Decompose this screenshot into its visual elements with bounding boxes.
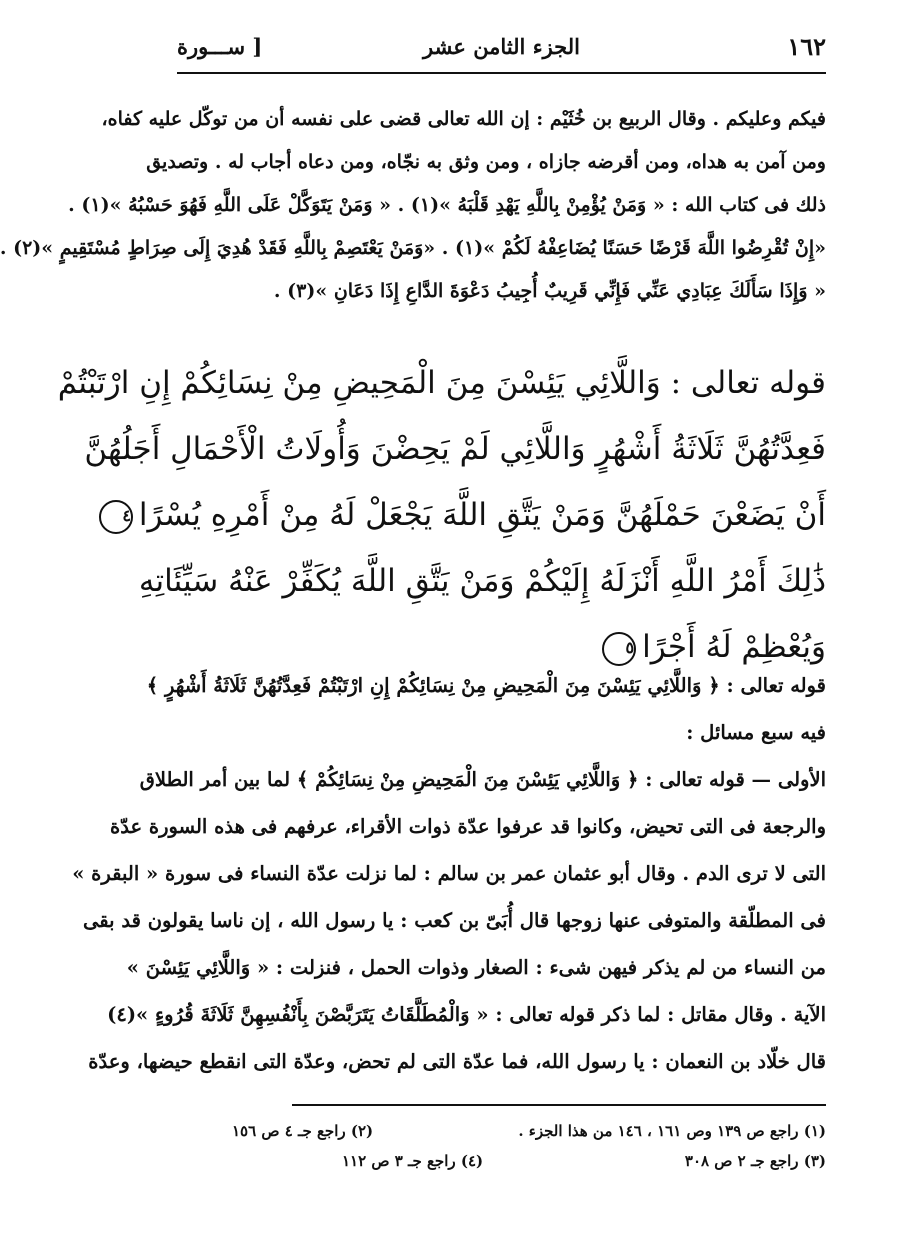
- surah-label: [ ســـورة: [177, 34, 263, 59]
- quran-line-text: أَنْ يَضَعْنَ حَمْلَهُنَّ وَمَنْ يَتَّقِ اللَّهَ يَجْعَلْ لَهُ مِنْ أَمْرِهِ يُسْرًا: [138, 497, 826, 533]
- footnote-rule: [292, 1104, 826, 1106]
- commentary-line: الأولى — قوله تعالى : ﴿ وَاللَّائِي يَئِسْنَ مِنَ الْمَحِيضِ مِنْ نِسَائِكُمْ ﴾ لما بين أمر الطلاق: [139, 768, 826, 791]
- prose-line: « وَإِذَا سَأَلَكَ عِبَادِي عَنِّي فَإِنِّي قَرِيبٌ أُجِيبُ دَعْوَةَ الدَّاعِ إِذَا دَعَانِ »(٣) .: [273, 280, 826, 302]
- footnote-row: [232, 1116, 826, 1146]
- quran-line: [122, 482, 826, 548]
- commentary-heading: قوله تعالى : ﴿ وَاللَّائِي يَئِسْنَ مِنَ الْمَحِيضِ مِنْ نِسَائِكُمْ إِنِ ارْتَبْتُمْ فَعِدَّتُهُنَّ ثَلَاثَةُ أَشْهُرٍ ﴾: [146, 674, 826, 697]
- commentary-line: قال خلّاد بن النعمان : يا رسول الله، فما عدّة التى لم تحض، وعدّة التى انقطع حيضها، وعدّة: [88, 1050, 826, 1073]
- footnote-3: (٣) راجع جـ ٢ ص ٣٠٨: [684, 1152, 826, 1170]
- commentary-section: [72, 662, 826, 1085]
- prose-paragraph: [0, 98, 826, 313]
- quran-line: ذَٰلِكَ أَمْرُ اللَّهِ أَنْزَلَهُ إِلَيْكُمْ وَمَنْ يَتَّقِ اللَّهَ يُكَفِّرْ عَنْهُ سَيِّئَاتِهِ: [138, 563, 826, 599]
- masail-intro: فيه سبع مسائل :: [686, 721, 826, 744]
- quran-line: قوله تعالى : وَاللَّائِي يَئِسْنَ مِنَ الْمَحِيضِ مِنْ نِسَائِكُمْ إِنِ ارْتَبْتُمْ: [57, 365, 826, 401]
- header-rule: [177, 72, 826, 74]
- quran-line: فَعِدَّتُهُنَّ ثَلَاثَةُ أَشْهُرٍ وَاللَّائِي لَمْ يَحِضْنَ وَأُولَاتُ الْأَحْمَالِ أَجَلُهُنَّ: [84, 431, 826, 467]
- commentary-line: فى المطلّقة والمتوفى عنها زوجها قال أُبَىّ بن كعب : يا رسول الله ، إن ناسا يقولون قد بقى: [83, 909, 826, 932]
- quran-line-text: وَيُعْظِمْ لَهُ أَجْرًا: [642, 629, 826, 665]
- ayah-number-marker: ٤: [99, 500, 133, 534]
- footnotes: [232, 1116, 826, 1176]
- ayah-number-marker: ٥: [602, 632, 636, 666]
- commentary-line: التى لا ترى الدم . وقال أبو عثمان عمر بن سالم : لما نزلت عدّة النساء فى سورة « البقرة »: [72, 862, 826, 885]
- prose-line: ذلك فى كتاب الله : « وَمَنْ يُؤْمِنْ بِاللَّهِ يَهْدِ قَلْبَهُ »(١) . « وَمَنْ يَتَوَكَّلْ عَلَى اللَّهِ فَهُوَ حَسْبُهُ »(١) .: [68, 194, 826, 216]
- running-title: الجزء الثامن عشر: [423, 34, 580, 59]
- commentary-line: من النساء من لم يذكر فيهن شىء : الصغار وذوات الحمل ، فنزلت : « وَاللَّائِي يَئِسْنَ »: [126, 956, 826, 979]
- page-number: ١٦٢: [787, 32, 826, 61]
- commentary-line: الآية . وقال مقاتل : لما ذكر قوله تعالى : « وَالْمُطَلَّقَاتُ يَتَرَبَّصْنَ بِأَنْفُسِهِنَّ ثَلَاثَةَ قُرُوءٍ »(٤): [107, 1003, 826, 1026]
- prose-line: «إِنْ تُقْرِضُوا اللَّهَ قَرْضًا حَسَنًا يُضَاعِفْهُ لَكُمْ »(١) . «وَمَنْ يَعْتَصِمْ بِاللَّهِ فَقَدْ هُدِيَ إِلَى صِرَاطٍ مُسْتَقِيمٍ »(٢) .: [0, 237, 826, 259]
- footnote-2: (٢) راجع جـ ٤ ص ١٥٦: [232, 1122, 374, 1140]
- prose-line: ومن آمن به هداه، ومن أقرضه جازاه ، ومن وثق به نجّاه، ومن دعاه أجاب له . وتصديق: [146, 151, 826, 173]
- quran-verse-block: [57, 350, 826, 680]
- footnote-4: (٤) راجع جـ ٣ ص ١١٢: [342, 1152, 484, 1170]
- commentary-line: والرجعة فى التى تحيض، وكانوا قد عرفوا عدّة ذوات الأقراء، عرفهم فى هذه السورة عدّة: [110, 815, 826, 838]
- footnote-row: [232, 1146, 826, 1176]
- prose-line: فيكم وعليكم . وقال الربيع بن خُثَيْم : إن الله تعالى قضى على نفسه أن من توكّل عليه كفاه،: [101, 108, 826, 130]
- footnote-1: (١) راجع ص ١٣٩ وص ١٦١ ، ١٤٦ من هذا الجزء .: [518, 1122, 826, 1140]
- page-header: [177, 28, 826, 70]
